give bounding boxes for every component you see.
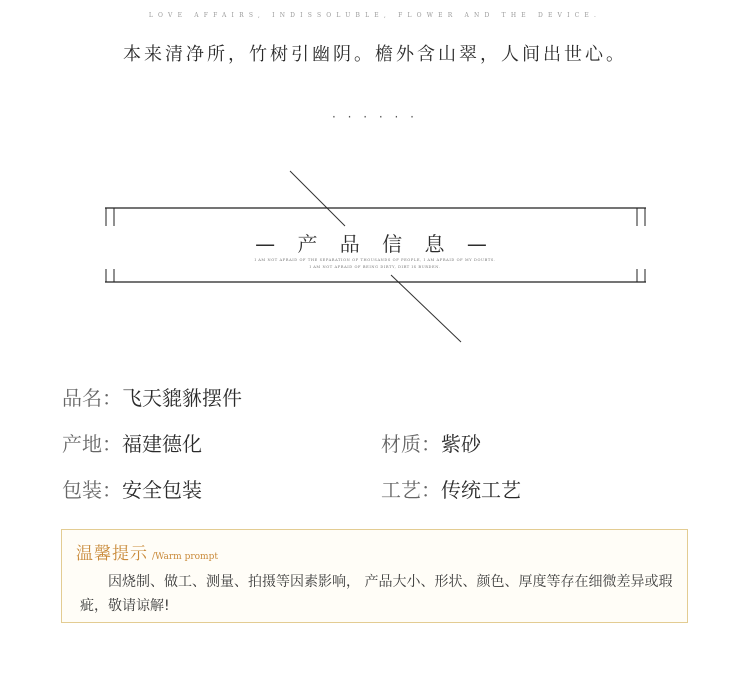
warm-prompt-title-cn: 温馨提示 xyxy=(76,544,148,564)
warm-prompt-title-en: /Warm prompt xyxy=(152,552,218,562)
spec-name-label: 品名： xyxy=(62,386,122,410)
warm-prompt-body: 因烧制、做工、测量、拍摄等因素影响， 产品大小、形状、颜色、厚度等存在细微差异或瑕疵，敬请谅解! xyxy=(80,574,673,614)
dot-divider: · · · · · · xyxy=(332,110,418,124)
spec-name xyxy=(62,382,242,411)
section-title: — 产 品 信 息 — xyxy=(255,232,495,256)
spec-material xyxy=(381,428,481,457)
poem-line: 本来清净所，竹树引幽阴。檐外含山翠，人间出世心。 xyxy=(123,44,627,65)
section-subtitle-line-2: I AM NOT AFRAID OF BEING DIRTY, DIRT IS BURDEN. xyxy=(309,265,441,269)
spec-packing-label: 包装： xyxy=(62,478,122,502)
spec-packing-value: 安全包装 xyxy=(122,478,202,502)
spec-origin-value: 福建德化 xyxy=(122,432,202,456)
diagonal-line-upper xyxy=(290,171,345,226)
top-caption: LOVE AFFAIRS, INDISSOLUBLE, FLOWER AND THE DEVICE. xyxy=(148,12,602,19)
section-subtitle-line-1: I AM NOT AFRAID OF THE SEPARATION OF THOUSANDS OF PEOPLE, I AM AFRAID OF MY DOUBTS. xyxy=(254,258,496,262)
warm-prompt-title xyxy=(76,539,218,564)
warm-prompt-box xyxy=(61,529,688,623)
diagonal-line-lower xyxy=(391,275,461,342)
spec-craft-label: 工艺： xyxy=(381,478,441,502)
spec-material-label: 材质： xyxy=(381,432,441,456)
spec-name-value: 飞天貔貅摆件 xyxy=(122,386,242,410)
spec-material-value: 紫砂 xyxy=(441,432,481,456)
spec-craft-value: 传统工艺 xyxy=(441,478,521,502)
spec-craft xyxy=(381,474,521,503)
spec-origin-label: 产地： xyxy=(62,432,122,456)
spec-packing xyxy=(62,474,202,503)
spec-origin xyxy=(62,428,202,457)
